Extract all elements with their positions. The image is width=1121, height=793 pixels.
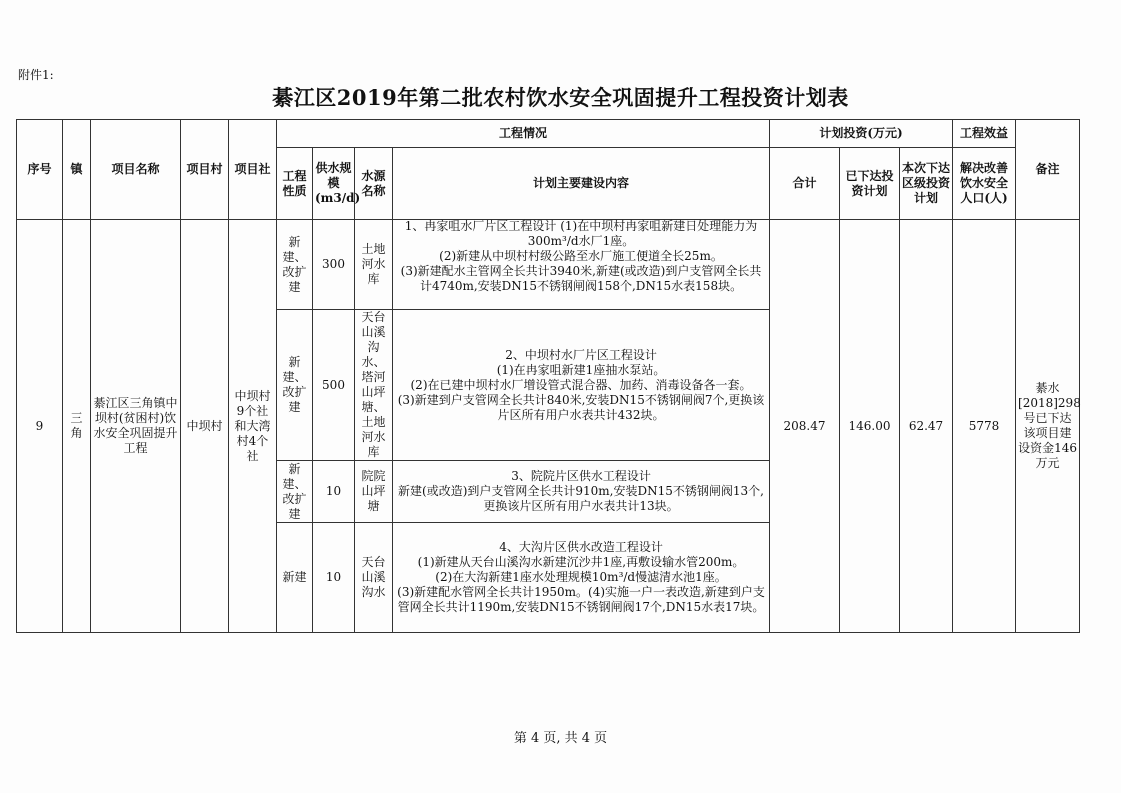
cell-this-batch: 62.47 [900, 220, 953, 633]
cell-construction [393, 310, 770, 461]
cell-source: 土地河水库 [355, 220, 393, 310]
page-number: 第 4 页, 共 4 页 [513, 731, 608, 746]
cell-seq: 9 [17, 220, 63, 633]
header-capacity: 供水规模(m3/d) [313, 148, 355, 220]
construction-line: 4、大沟片区供水改造工程设计 [499, 540, 663, 554]
table-row [17, 220, 1080, 310]
cell-source: 院院山坪塘 [355, 461, 393, 523]
header-town: 镇 [63, 120, 91, 220]
construction-line: (1)新建从天台山溪沟水新建沉沙井1座,再敷设输水管200m。 [417, 555, 745, 569]
investment-plan-table [16, 119, 1080, 633]
header-issued: 已下达投资计划 [840, 148, 900, 220]
cell-nature: 新建、改扩建 [277, 310, 313, 461]
construction-line: (3)新建配水管网全长共计1950m。(4)实施一户一表改造,新建到户支管网全长共计1190m,安装DN15不锈钢闸阀17个,DN15水表17块。 [397, 585, 765, 614]
header-this-batch: 本次下达区级投资计划 [900, 148, 953, 220]
cell-remark: 綦水[2018]298号已下达该项目建设资金146万元 [1016, 220, 1080, 633]
cell-capacity: 10 [313, 523, 355, 633]
construction-line: (1)在冉家咀新建1座抽水泵站。 [496, 362, 666, 377]
cell-project-name: 綦江区三角镇中坝村(贫困村)饮水安全巩固提升工程 [91, 220, 181, 633]
cell-town: 三角 [63, 220, 91, 633]
construction-line: 新建(或改造)到户支管网全长共计910m,安装DN15不锈钢闸阀13个,更换该片区所有用户水表共计13块。 [398, 484, 764, 513]
header-remark: 备注 [1016, 120, 1080, 220]
construction-line: 3、院院片区供水工程设计 [511, 469, 651, 483]
cell-project-village: 中坝村 [181, 220, 229, 633]
header-project-village: 项目村 [181, 120, 229, 220]
cell-capacity: 300 [313, 220, 355, 310]
header-population: 解决改善饮水安全人口(人) [953, 148, 1016, 220]
header-plan-investment: 计划投资(万元) [770, 120, 953, 148]
header-project-name: 项目名称 [91, 120, 181, 220]
header-water-source: 水源名称 [355, 148, 393, 220]
cell-project-group: 中坝村9个社和大湾村4个社 [229, 220, 277, 633]
cell-source: 天台山溪沟水、塔河山坪塘、土地河水库 [355, 310, 393, 461]
cell-construction [393, 220, 770, 310]
cell-construction [393, 461, 770, 523]
header-seq: 序号 [17, 120, 63, 220]
document-title: 綦江区2019年第二批农村饮水安全巩固提升工程投资计划表 [272, 85, 849, 110]
cell-nature: 新建 [277, 523, 313, 633]
header-project-group: 项目社 [229, 120, 277, 220]
header-nature: 工程性质 [277, 148, 313, 220]
construction-line: (2)在大沟新建1座水处理规模10m³/d慢滤清水池1座。 [435, 570, 727, 584]
header-benefit: 工程效益 [953, 120, 1016, 148]
cell-issued: 146.00 [840, 220, 900, 633]
header-construction: 计划主要建设内容 [393, 148, 770, 220]
construction-line: 2、中坝村水厂片区工程设计 [505, 347, 657, 362]
attachment-label: 附件1: [18, 68, 54, 82]
cell-total: 208.47 [770, 220, 840, 633]
cell-nature: 新建、改扩建 [277, 461, 313, 523]
cell-nature: 新建、改扩建 [277, 220, 313, 310]
cell-capacity: 500 [313, 310, 355, 461]
construction-line: (3)新建到户支管网全长共计840米,安装DN15不锈钢闸阀7个,更换该片区所有用户水表共计432块。 [397, 392, 765, 422]
construction-line: (2)在已建中坝村水厂增设管式混合器、加药、消毒设备各一套。 [410, 377, 752, 392]
construction-line: (2)新建从中坝村村级公路至水厂施工便道全长25m。 [439, 248, 723, 263]
cell-source: 天台山溪沟水 [355, 523, 393, 633]
cell-construction [393, 523, 770, 633]
construction-line: 1、冉家咀水厂片区工程设计 (1)在中坝村冉家咀新建日处理能力为300m³/d水厂1座。 [404, 218, 758, 248]
header-engineering: 工程情况 [277, 120, 770, 148]
header-total: 合计 [770, 148, 840, 220]
cell-population: 5778 [953, 220, 1016, 633]
cell-capacity: 10 [313, 461, 355, 523]
construction-line: (3)新建配水主管网全长共计3940米,新建(或改造)到户支管网全长共计4740m,安装DN15不锈钢闸阀158个,DN15水表158块。 [400, 263, 762, 293]
